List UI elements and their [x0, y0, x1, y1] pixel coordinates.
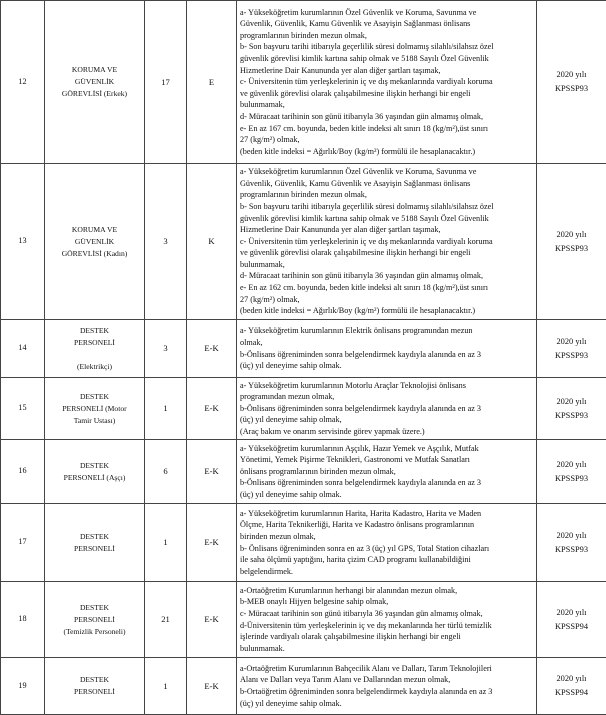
requirement-line: b-Önlisans öğreniminden sonra belgelendirmek kaydıyla alanında en az 3: [240, 477, 533, 489]
requirement-line: işlerinde vardiyalı olarak çalışabilmesine ilişkin herhangi bir engeli: [240, 631, 533, 643]
requirement-line: (üç) yıl deneyime sahip olmak.: [240, 698, 533, 710]
kpss-year-cell: [537, 658, 606, 715]
gender-cell: E-K: [187, 440, 237, 504]
requirement-line: Hizmetlerine Dair Kanununda yer alan diğer şartları taşımak,: [240, 224, 533, 236]
requirement-line: d- Müracaat tarihinin son günü itibarıyla 36 yaşından gün almamış olmak,: [240, 270, 533, 282]
gender-cell: E: [187, 1, 237, 164]
row-number-cell: 19: [1, 658, 45, 715]
gender-cell: E-K: [187, 320, 237, 378]
requirement-line: (Araç bakım ve onarım servisinde görev yapmak üzere.): [240, 426, 533, 438]
requirement-line: b-Ortaöğretim öğreniminden sonra belgelendirmek kaydıyla alanında en az 3: [240, 686, 533, 698]
requirement-line: Alanı ve Dalları veya Tarım Alanı ve Dallarından mezun olmak,: [240, 674, 533, 686]
requirement-line: (beden kitle indeksi = Ağırlık/Boy (kg/m²) formülü ile hesaplanacaktır.): [240, 146, 533, 158]
requirement-line: güvenlik görevlisi kimlik kartına sahip olmak ve 5188 Sayılı Özel Güvenlik: [240, 53, 533, 65]
kpss-year-line: KPSSP94: [540, 620, 603, 634]
kpss-year-line: KPSSP93: [540, 242, 603, 256]
position-title-line: DESTEK: [48, 391, 141, 403]
row-number-cell: 15: [1, 378, 45, 440]
table-row: [1, 320, 606, 378]
requirement-line: (üç) yıl deneyime sahip olmak.: [240, 489, 533, 501]
requirements-cell: [237, 320, 537, 378]
table-row: [1, 440, 606, 504]
position-title-line: PERSONELİ (Motor: [48, 403, 141, 415]
position-count-cell: 1: [145, 658, 187, 715]
position-title-line: GÜVENLİK: [48, 76, 141, 88]
kpss-year-line: 2020 yılı: [540, 228, 603, 242]
row-number-cell: 14: [1, 320, 45, 378]
requirement-line: c- Üniversitenin tüm yerleşkelerinin iç ve dış mekanlarında vardiyalı koruma: [240, 76, 533, 88]
requirement-line: b-Önlisans öğreniminden sonra belgelendirmek kaydıyla alanında en az 3: [240, 403, 533, 415]
gender-cell: E-K: [187, 504, 237, 582]
position-title-cell: [45, 164, 145, 320]
requirement-line: b- Önlisans öğreniminden sonra en az 3 (üç) yıl GPS, Total Station cihazları: [240, 543, 533, 555]
requirement-line: b- Son başvuru tarihi itibarıyla geçerlilik süresi dolmamış silahlı/silahsız özel: [240, 201, 533, 213]
requirement-line: programlarının birinden mezun olmak,: [240, 30, 533, 42]
kpss-year-line: 2020 yılı: [540, 529, 603, 543]
requirements-cell: [237, 378, 537, 440]
requirement-line: d- Müracaat tarihinin son günü itibarıyla 36 yaşından gün almamış olmak,: [240, 111, 533, 123]
position-title-line: PERSONELİ: [48, 543, 141, 555]
position-title-cell: [45, 1, 145, 164]
requirement-line: a- Yükseköğretim kurumlarının Aşçılık, Hazır Yemek ve Aşçılık, Mutfak: [240, 443, 533, 455]
position-title-line: DESTEK: [48, 602, 141, 614]
requirement-line: a- Yükseköğretim kurumlarının Özel Güvenlik ve Koruma, Savunma ve: [240, 166, 533, 178]
requirement-line: a- Yükseköğretim kurumlarının Harita, Harita Kadastro, Harita ve Maden: [240, 508, 533, 520]
kpss-year-line: KPSSP93: [540, 472, 603, 486]
position-count-cell: 1: [145, 378, 187, 440]
row-number-cell: 13: [1, 164, 45, 320]
requirement-line: ve güvenlik görevlisi olarak çalışabilmesine ilişkin herhangi bir engeli: [240, 88, 533, 100]
requirement-line: güvenlik görevlisi kimlik kartına sahip olmak ve 5188 Sayılı Özel Güvenlik: [240, 213, 533, 225]
position-title-cell: [45, 378, 145, 440]
table-row: [1, 582, 606, 658]
requirement-line: b-Önlisans öğreniminden sonra belgelendirmek kaydıyla alanında en az 3: [240, 349, 533, 361]
position-count-cell: 21: [145, 582, 187, 658]
requirement-line: 27 (kg/m²) olmak,: [240, 294, 533, 306]
position-count-cell: 3: [145, 320, 187, 378]
kpss-year-line: 2020 yılı: [540, 458, 603, 472]
requirement-line: programlarının birinden mezun olmak,: [240, 189, 533, 201]
requirement-line: bulunmamak,: [240, 259, 533, 271]
requirement-line: olmak,: [240, 337, 533, 349]
gender-cell: E-K: [187, 378, 237, 440]
kpss-year-cell: [537, 1, 606, 164]
table-row: [1, 164, 606, 320]
requirement-line: a- Yükseköğretim kurumlarının Elektrik önlisans programından mezun: [240, 325, 533, 337]
position-title-cell: [45, 320, 145, 378]
position-title-line: (Elektrikçi): [48, 361, 141, 373]
position-title-line: PERSONELİ: [48, 686, 141, 698]
requirement-line: belgelendirmek.: [240, 566, 533, 578]
position-title-line: DESTEK: [48, 674, 141, 686]
requirements-cell: [237, 658, 537, 715]
requirements-cell: [237, 1, 537, 164]
requirement-line: ile saha ölçümü yaptığını, harita çizim CAD programı kullanabildiğini: [240, 554, 533, 566]
requirement-line: Ölçme, Harita Teknikerliği, Harita ve Kadastro önlisans programlarının: [240, 519, 533, 531]
kpss-year-cell: [537, 320, 606, 378]
position-title-line: GÖREVLİSİ (Erkek): [48, 88, 141, 100]
position-count-cell: 6: [145, 440, 187, 504]
requirement-line: e- En az 167 cm. boyunda, beden kitle indeksi alt sınırı 18 (kg/m²),üst sınırı: [240, 123, 533, 135]
kpss-year-line: KPSSP93: [540, 349, 603, 363]
kpss-year-cell: [537, 440, 606, 504]
row-number-cell: 12: [1, 1, 45, 164]
requirement-line: Güvenlik, Güvenlik, Kamu Güvenlik ve Asayişin Sağlanması önlisans: [240, 18, 533, 30]
kpss-year-line: KPSSP93: [540, 543, 603, 557]
kpss-year-cell: [537, 164, 606, 320]
requirement-line: c- Müracaat tarihinin son günü itibarıyla 36 yaşından gün almamış olmak,: [240, 608, 533, 620]
requirement-line: c- Üniversitenin tüm yerleşkelerinin iç ve dış mekanlarında vardiyalı koruma: [240, 236, 533, 248]
row-number-cell: 16: [1, 440, 45, 504]
position-title-line: GÜVENLİK: [48, 236, 141, 248]
requirement-line: (üç) yıl deneyime sahip olmak.: [240, 360, 533, 372]
requirement-line: programından mezun olmak,: [240, 391, 533, 403]
position-title-line: (Temizlik Personeli): [48, 626, 141, 638]
gender-cell: K: [187, 164, 237, 320]
position-title-line: [48, 349, 141, 361]
position-count-cell: 17: [145, 1, 187, 164]
requirement-line: Hizmetlerine Dair Kanununda yer alan diğer şartları taşımak,: [240, 65, 533, 77]
requirement-line: a- Yükseköğretim kurumlarının Motorlu Araçlar Teknolojisi önlisans: [240, 380, 533, 392]
gender-cell: E-K: [187, 582, 237, 658]
position-title-cell: [45, 440, 145, 504]
positions-table-body: [1, 1, 606, 715]
kpss-year-line: 2020 yılı: [540, 606, 603, 620]
position-count-cell: 3: [145, 164, 187, 320]
requirement-line: d-Üniversitenin tüm yerleşkelerinin iç ve dış mekanlarında her türlü temizlik: [240, 620, 533, 632]
position-title-line: DESTEK: [48, 460, 141, 472]
requirement-line: birinden mezun olmak,: [240, 531, 533, 543]
requirement-line: ve güvenlik görevlisi olarak çalışabilmesine ilişkin herhangi bir engeli: [240, 247, 533, 259]
requirement-line: e- En az 162 cm. boyunda, beden kitle indeksi alt sınırı 18 (kg/m²),üst sınırı: [240, 282, 533, 294]
position-title-line: KORUMA VE: [48, 224, 141, 236]
row-number-cell: 17: [1, 504, 45, 582]
position-title-line: DESTEK: [48, 531, 141, 543]
requirement-line: a- Yükseköğretim kurumlarının Özel Güvenlik ve Koruma, Savunma ve: [240, 7, 533, 19]
table-row: [1, 378, 606, 440]
kpss-year-cell: [537, 378, 606, 440]
requirement-line: Güvenlik, Güvenlik, Kamu Güvenlik ve Asayişin Sağlanması önlisans: [240, 178, 533, 190]
table-row: [1, 1, 606, 164]
table-row: [1, 658, 606, 715]
requirement-line: 27 (kg/m²) olmak,: [240, 134, 533, 146]
requirements-cell: [237, 440, 537, 504]
requirement-line: Yönetimi, Yemek Pişirme Teknikleri, Gastronomi ve Mutfak Sanatları: [240, 454, 533, 466]
kpss-year-line: KPSSP94: [540, 686, 603, 700]
requirements-cell: [237, 504, 537, 582]
position-title-cell: [45, 658, 145, 715]
position-title-line: PERSONELİ: [48, 614, 141, 626]
requirements-cell: [237, 164, 537, 320]
requirement-line: a-Ortaöğretim Kurumlarının herhangi bir alanından mezun olmak,: [240, 585, 533, 597]
table-row: [1, 504, 606, 582]
requirements-cell: [237, 582, 537, 658]
requirement-line: b- Son başvuru tarihi itibarıyla geçerlilik süresi dolmamış silahlı/silahsız özel: [240, 41, 533, 53]
kpss-year-line: 2020 yılı: [540, 672, 603, 686]
position-title-cell: [45, 504, 145, 582]
kpss-year-line: 2020 yılı: [540, 68, 603, 82]
kpss-year-line: KPSSP93: [540, 409, 603, 423]
position-title-line: Tamir Ustası): [48, 415, 141, 427]
position-title-line: PERSONELİ: [48, 337, 141, 349]
requirement-line: a-Ortaöğretim Kurumlarının Bahçecilik Alanı ve Dalları, Tarım Teknolojileri: [240, 663, 533, 675]
requirement-line: önlisans programlarının birinden mezun olmak,: [240, 466, 533, 478]
kpss-year-line: 2020 yılı: [540, 395, 603, 409]
position-title-line: GÖREVLİSİ (Kadın): [48, 248, 141, 260]
kpss-year-line: KPSSP93: [540, 82, 603, 96]
gender-cell: E-K: [187, 658, 237, 715]
kpss-year-cell: [537, 504, 606, 582]
kpss-year-cell: [537, 582, 606, 658]
position-title-line: DESTEK: [48, 325, 141, 337]
requirement-line: bulunmamak,: [240, 99, 533, 111]
row-number-cell: 18: [1, 582, 45, 658]
position-title-cell: [45, 582, 145, 658]
position-title-line: PERSONELİ (Aşçı): [48, 472, 141, 484]
position-count-cell: 1: [145, 504, 187, 582]
kpss-year-line: 2020 yılı: [540, 335, 603, 349]
requirement-line: b-MEB onaylı Hijyen belgesine sahip olmak,: [240, 596, 533, 608]
requirement-line: (beden kitle indeksi = Ağırlık/Boy (kg/m²) formülü ile hesaplanacaktır.): [240, 305, 533, 317]
requirement-line: bulunmamak.: [240, 643, 533, 655]
position-title-line: KORUMA VE: [48, 64, 141, 76]
requirement-line: (üç) yıl deneyime sahip olmak,: [240, 414, 533, 426]
